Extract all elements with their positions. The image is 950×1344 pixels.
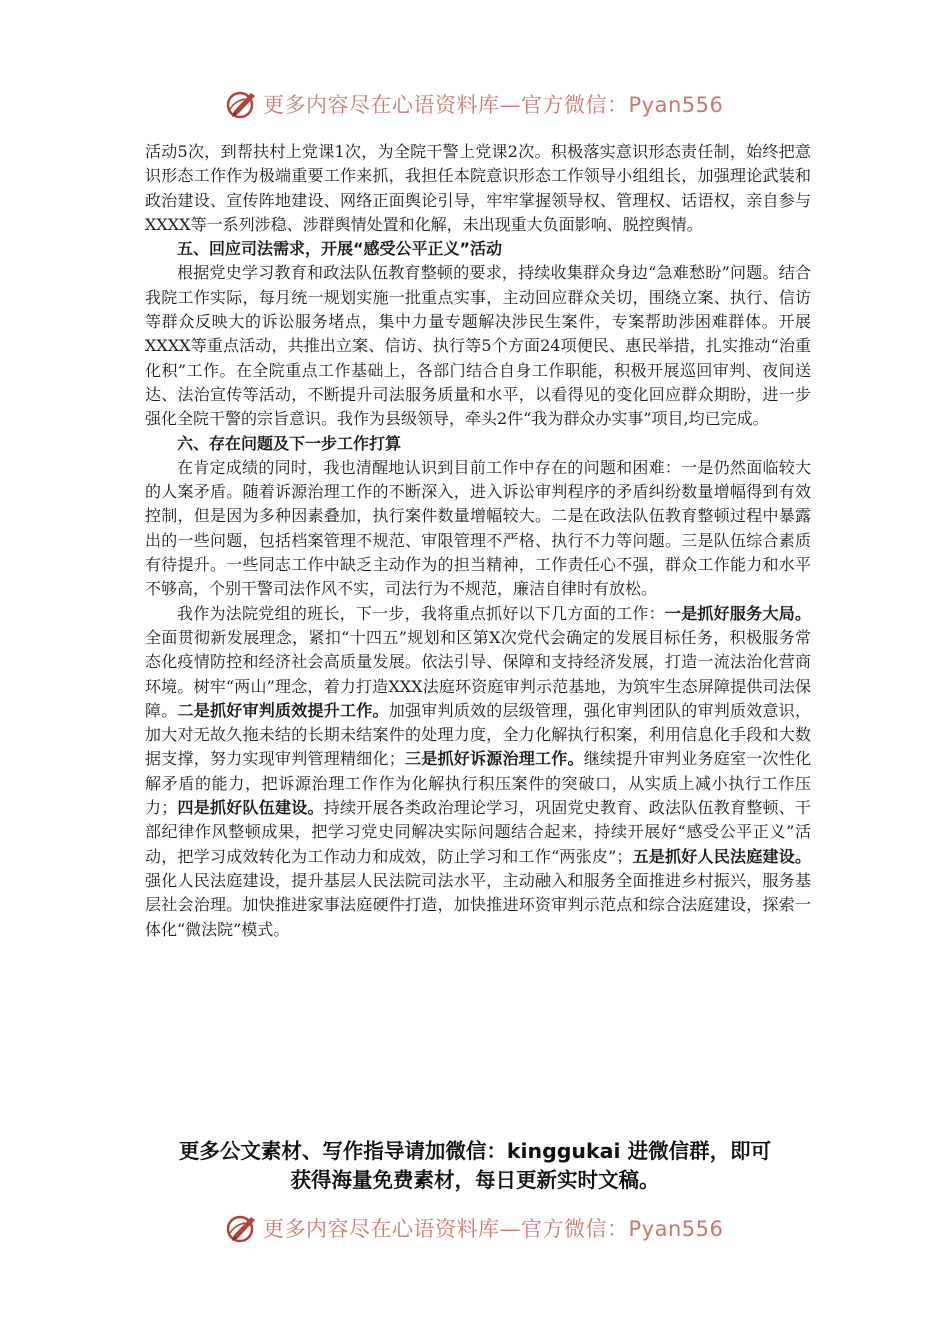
paragraph-3: 在肯定成绩的同时，我也清醒地认识到目前工作中存在的问题和困难：一是仍然面临较大的人案矛盾。随着诉源治理工作的不断深入，进入诉讼审判程序的矛盾纠纷数量增幅得到有效控制，但是因为多种因素叠加，执行案件数量增幅较大。二是在政法队伍教育整顿过程中暴露出的一些问题，包括档案管理不规范、审限管理不严格、执行不力等问题。三是队伍综合素质有待提升。一些同志工作中缺乏主动作为的担当精神，工作责任心不强，群众工作能力和水平不够高，个别干警司法作风不实，司法行为不规范，廉洁自律时有放松。 — [145, 457, 811, 599]
p4-point-4: 四是抓好队伍建设。 — [177, 798, 324, 818]
p4-text-2: 加强审判质效的层级管理，强化审判团队的审判质效意识，加大对无故久拖未结的长期未结案件的处理力度，全力化解执行积案，利用信息化手段和大数据支撑，努力实现审判管理精细化； — [145, 700, 811, 769]
header-wechat-id: Pyan556 — [628, 93, 724, 117]
paragraph-4 — [145, 602, 811, 942]
section-heading-5: 五、回应司法需求，开展“感受公平正义”活动 — [177, 239, 503, 259]
paragraph-1: 活动5次，到帮扶村上党课1次，为全院干警上党课2次。积极落实意识形态责任制，始终把意识形态工作作为极端重要工作来抓，我担任本院意识形态工作领导小组组长，加强理论武装和政治建设、宣传阵地建设、网络正面舆论引导，牢牢掌握领导权、管理权、话语权，亲自参与XXXX等一系列涉稳、涉群舆情处置和化解，未出现重大负面影响、脱控舆情。 — [145, 142, 811, 234]
footer-banner-text: 更多内容尽在心语资料库—官方微信：Pyan556 — [263, 1217, 724, 1241]
p4-point-1: 一是抓好服务大局。 — [664, 603, 811, 623]
p4-text-3: 继续提升审判业务庭室一次性化解矛盾的能力，把诉源治理工作作为化解执行积压案件的突破口，从实质上减小执行工作压力； — [145, 749, 811, 818]
pen-logo-icon — [225, 87, 259, 121]
promo-line-1: 更多公文素材、写作指导请加微信：kinggukai 进微信群，即可 — [178, 1139, 772, 1163]
footer-banner — [0, 1208, 950, 1248]
promo-notice — [120, 1137, 830, 1195]
p4-point-2: 二是抓好审判质效提升工作。 — [177, 700, 389, 720]
p4-text-5: 强化人民法庭建设，提升基层人民法院司法水平，主动融入和服务全面推进乡村振兴，服务基层社会治理。加快推进家事法庭硬件打造，加快推进环资审判示范点和综合法庭建设，探索一体化“微法院”模式。 — [145, 870, 811, 939]
p4-point-3: 三是抓好诉源治理工作。 — [404, 749, 584, 769]
paragraph-2: 根据党史学习教育和政法队伍教育整顿的要求，持续收集群众身边“急难愁盼”问题。结合我院工作实际，每月统一规划实施一批重点实事，主动回应群众关切，围绕立案、执行、信访等群众反映大的诉讼服务堵点，集中力量专题解决涉民生案件，专案帮助涉困难群体。开展XXXX等重点活动，共推出立案、信访、执行等5个方面24项便民、惠民举措，扎实推动“治重化积”工作。在全院重点工作基础上，各部门结合自身工作职能，积极开展巡回审判、夜间送达、法治宣传等活动，不断提升司法服务质量和水平，以看得见的变化回应群众期盼，进一步强化全院干警的宗旨意识。我作为县级领导，牵头2件“我为群众办实事”项目,均已完成。 — [145, 263, 811, 429]
header-banner — [0, 84, 950, 124]
p4-text-4: 持续开展各类政治理论学习，巩固党史教育、政法队伍教育整顿、干部纪律作风整顿成果，把学习党史同解决实际问题结合起来，持续开展好“感受公平正义”活动，把学习成效转化为工作动力和成效，防止学习和工作“两张皮”； — [145, 798, 811, 866]
header-banner-content — [225, 84, 723, 124]
section-heading-6: 六、存在问题及下一步工作打算 — [177, 433, 402, 453]
p4-point-5: 五是抓好人民法庭建设。 — [632, 846, 811, 866]
p4-intro: 我作为法院党组的班长，下一步，我将重点抓好以下几方面的工作： — [177, 603, 665, 623]
footer-banner-content — [225, 1208, 723, 1248]
document-body — [145, 140, 811, 942]
pen-logo-icon — [225, 1211, 259, 1245]
footer-wechat-id: Pyan556 — [628, 1217, 724, 1241]
promo-line-2: 获得海量免费素材，每日更新实时文稿。 — [290, 1168, 660, 1192]
p4-text-1: 全面贯彻新发展理念，紧扣“十四五”规划和区第X次党代会确定的发展目标任务，积极服务常态化疫情防控和经济社会高质量发展。依法引导、保障和支持经济发展，打造一流法治化营商环境。树牢“两山”理念，着力打造XXX法庭环资庭审判示范基地，为筑牢生态屏障提供司法保障。 — [145, 627, 811, 720]
header-banner-text: 更多内容尽在心语资料库—官方微信：Pyan556 — [263, 93, 724, 117]
